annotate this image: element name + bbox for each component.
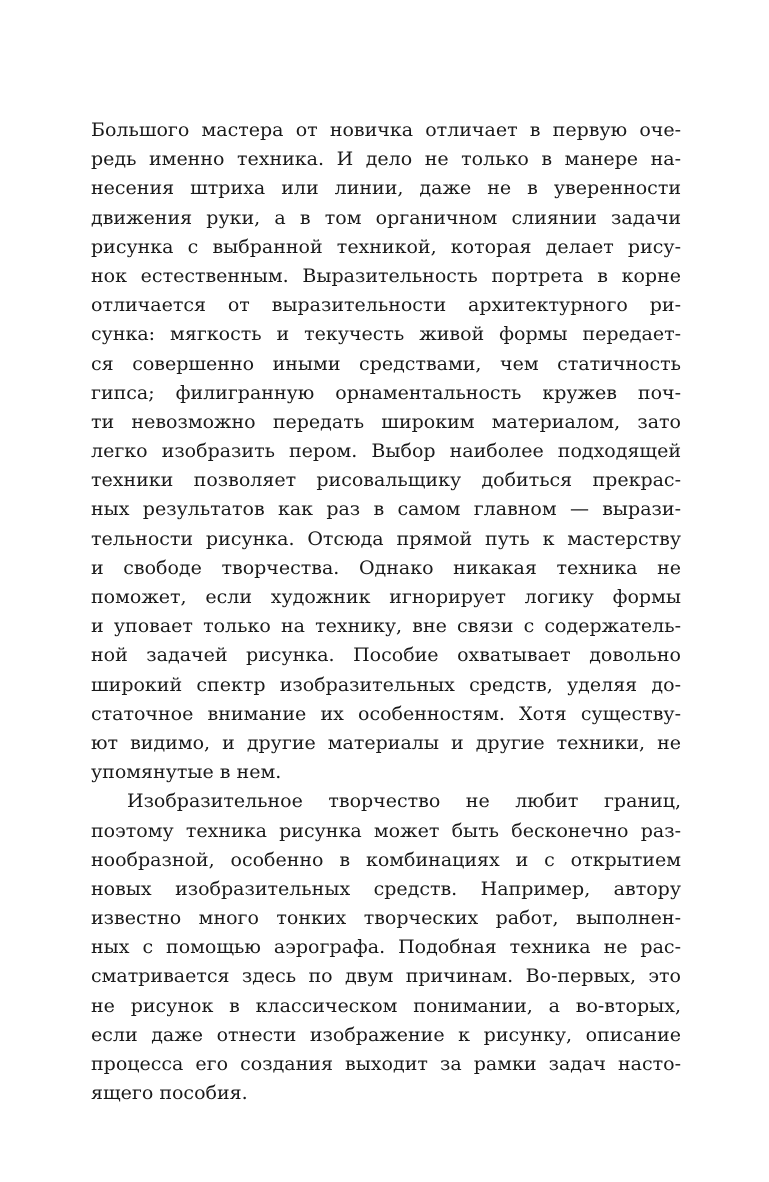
text-line: несения штриха или линии, даже не в уверенности bbox=[91, 177, 681, 200]
text-line: сунка: мягкость и текучесть живой формы передает- bbox=[91, 323, 681, 346]
text-line: гипса; филигранную орнаментальность кружев поч- bbox=[91, 381, 681, 404]
text-line: ют видимо, и другие материалы и другие техники, не bbox=[91, 731, 681, 754]
paragraph-2 bbox=[91, 787, 681, 1108]
text-line: Большого мастера от новичка отличает в первую оче- bbox=[91, 119, 681, 141]
text-line: движения руки, а в том органичном слиянии задачи bbox=[91, 206, 681, 229]
text-line: тельности рисунка. Отсюда прямой путь к мастерству bbox=[91, 527, 681, 550]
text-line: ных с помощью аэрографа. Подобная техника не рас- bbox=[91, 936, 681, 959]
text-line: Изобразительное творчество не любит границ, bbox=[127, 790, 681, 813]
text-line: ящего пособия. bbox=[91, 1082, 248, 1105]
text-line: и свободе творчества. Однако никакая техника не bbox=[91, 556, 681, 579]
text-line: ти невозможно передать широким материалом, зато bbox=[91, 410, 681, 433]
text-line: нок естественным. Выразительность портрета в корне bbox=[91, 264, 681, 287]
paragraph-1 bbox=[91, 116, 681, 787]
text-line: ся совершенно иными средствами, чем статичность bbox=[91, 352, 681, 375]
text-line: поможет, если художник игнорирует логику формы bbox=[91, 586, 681, 608]
text-line: нообразной, особенно в комбинациях и с открытием bbox=[91, 848, 681, 871]
text-line: и уповает только на технику, вне связи с содержатель- bbox=[91, 615, 681, 638]
text-line: рисунка с выбранной техникой, которая делает рису- bbox=[91, 235, 681, 258]
text-line: поэтому техника рисунка может быть бесконечно раз- bbox=[91, 819, 681, 842]
text-line: легко изобразить пером. Выбор наиболее подходящей bbox=[91, 440, 681, 463]
text-line: если даже отнести изображение к рисунку, описание bbox=[91, 1023, 681, 1046]
text-line: статочное внимание их особенностям. Хотя существу- bbox=[91, 702, 681, 725]
text-line: новых изобразительных средств. Например, автору bbox=[91, 877, 681, 900]
text-line: ной задачей рисунка. Пособие охватывает довольно bbox=[91, 644, 681, 667]
text-line: ных результатов как раз в самом главном — вырази- bbox=[91, 498, 681, 521]
body-text bbox=[91, 116, 681, 1108]
text-line: отличается от выразительности архитектурного ри- bbox=[91, 294, 681, 317]
text-line: техники позволяет рисовальщику добиться прекрас- bbox=[91, 469, 681, 492]
text-line: не рисунок в классическом понимании, а во-вторых, bbox=[91, 994, 681, 1017]
text-line: известно много тонких творческих работ, выполнен- bbox=[91, 907, 681, 930]
text-line: процесса его создания выходит за рамки задач насто- bbox=[91, 1053, 681, 1075]
text-line: широкий спектр изобразительных средств, уделяя до- bbox=[91, 673, 681, 696]
text-line: сматривается здесь по двум причинам. Во-первых, это bbox=[91, 965, 681, 988]
text-line: редь именно техника. И дело не только в манере на- bbox=[91, 148, 681, 171]
text-line: упомянутые в нем. bbox=[91, 761, 282, 784]
